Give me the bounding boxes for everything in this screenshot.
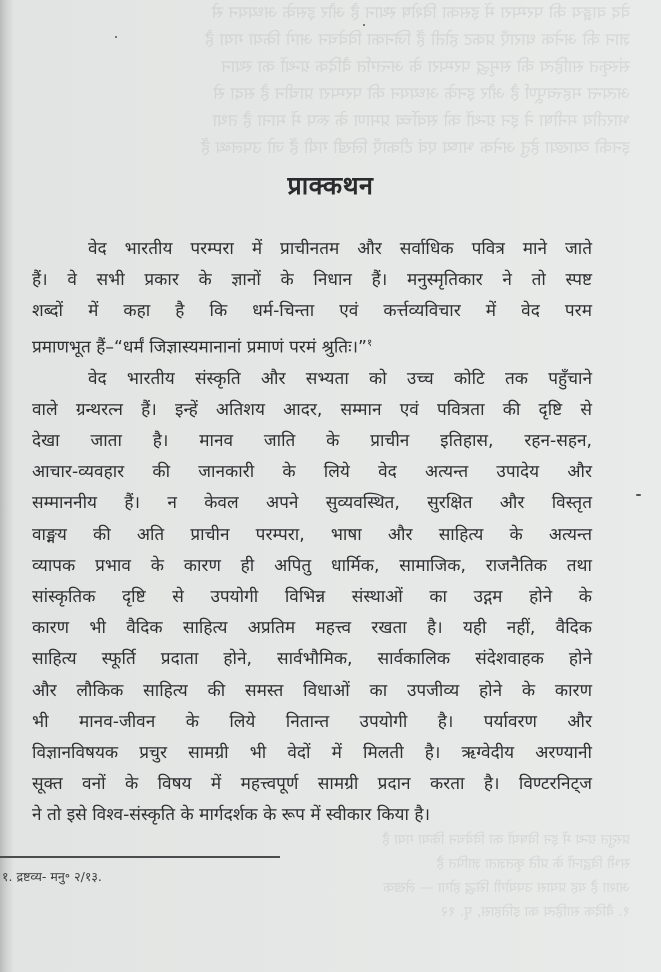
paragraph-1: [32, 234, 592, 364]
bleed-through-text-bottom: प्रस्तुत ग्रन्थ में इन विषयों का विवेचन किया गया है सभी विद्वानों के प्रति कृतज्ञता ज्ञापित है आशा है यह प्रयास उपयोगी सिद्ध होगा — लेखक १. वैदिक साहित्य का इतिहास, पृ. १२: [382, 832, 630, 920]
print-speck: [115, 36, 117, 38]
text-line: भी मानव-जीवन के लिये नितान्त उपयोगी है। पर्यावरण और: [32, 711, 592, 732]
text-line: कारण भी वैदिक साहित्य अप्रतिम महत्त्व रखता है। यही नहीं, वैदिक: [32, 618, 592, 639]
print-speck: [636, 494, 641, 496]
text-line: वाङ्मय की अति प्राचीन परम्परा, भाषा और साहित्य के अत्यन्त: [32, 524, 592, 545]
text-line: वेद भारतीय परम्परा में प्राचीनतम और सर्वाधिक पवित्र माने जाते: [88, 239, 592, 259]
bleed-through-text: वेद वाङ्मय की परम्परा में इसका विशेष स्थान है और इसके अध्ययन से ज्ञान की अनेक धाराएँ प्रकट होती हैं जिनका विवेचन आगे किया गया है संस्कृत साहित्य की समृद्ध परम्परा के अन्तर्गत वैदिक ग्रन्थों का स्थान अत्यन्त महत्त्वपूर्ण है और इनके अध्ययन की परम्परा प्राचीन है सदा से भारतीय मनीषा ने इन ग्रन्थों को सर्वोच्च प्रमाण के रूप में माना है तथा इनकी व्याख्या हेतु अनेक भाष्य एवं टीकाएँ लिखी गयी हैं जो उपलब्ध हैं: [201, 3, 630, 158]
text-line: प्रमाणभूत हैं–“धर्मं जिज्ञास्यमानानां प्रमाणं परमं श्रुतिः।”: [32, 337, 367, 358]
page-title: प्राक्कथन: [287, 171, 374, 200]
text-line: और लौकिक साहित्य की समस्त विधाओं का उपजीव्य होने के कारण: [32, 680, 592, 701]
footnote: १. द्रष्टव्य- मनु॰ २/१३.: [2, 869, 102, 884]
text-line: साहित्य स्फूर्ति प्रदाता होने, सार्वभौमिक, सार्वकालिक संदेशवाहक होने: [32, 649, 592, 670]
text-line: हैं। वे सभी प्रकार के ज्ञानों के निधान हैं। मनुस्मृतिकार ने तो स्पष्ट: [32, 270, 592, 291]
text-line-with-footnote: [32, 328, 592, 364]
print-speck: [363, 24, 365, 26]
text-line: आचार-व्यवहार की जानकारी के लिये वेद अत्यन्त उपादेय और: [32, 462, 592, 483]
text-line: व्यापक प्रभाव के कारण ही अपितु धार्मिक, सामाजिक, राजनैतिक तथा: [32, 555, 592, 576]
paragraph-2: [32, 364, 592, 832]
text-line: सूक्त वनों के विषय में महत्त्वपूर्ण सामग्री प्रदान करता है। विण्टरनिट्ज: [32, 774, 592, 795]
text-line: देखा जाता है। मानव जाति के प्राचीन इतिहास, रहन-सहन,: [32, 430, 592, 451]
footnote-divider: [0, 856, 280, 858]
text-line: सम्माननीय हैं। न केवल अपने सुव्यवस्थित, सुरक्षित और विस्तृत: [32, 493, 592, 514]
footnote-marker[interactable]: १: [366, 337, 373, 349]
text-line: ने तो इसे विश्व-संस्कृति के मार्गदर्शक के रूप में स्वीकार किया है।: [32, 805, 431, 826]
text-line: विज्ञानविषयक प्रचुर सामग्री भी वेदों में मिलती है। ऋग्वेदीय अरण्यानी: [32, 742, 592, 763]
text-line: वाले ग्रन्थरत्न हैं। इन्हें अतिशय आदर, सम्मान एवं पवित्रता की दृष्टि से: [32, 399, 592, 420]
text-line: सांस्कृतिक दृष्टि से उपयोगी विभिन्न संस्थाओं का उद्गम होने के: [32, 586, 592, 607]
text-line: शब्दों में कहा है कि धर्म-चिन्ता एवं कर्त्तव्यविचार में वेद परम: [32, 301, 592, 322]
text-line: वेद भारतीय संस्कृति और सभ्यता को उच्च कोटि तक पहुँचाने: [88, 368, 592, 389]
body-text: [32, 234, 592, 832]
